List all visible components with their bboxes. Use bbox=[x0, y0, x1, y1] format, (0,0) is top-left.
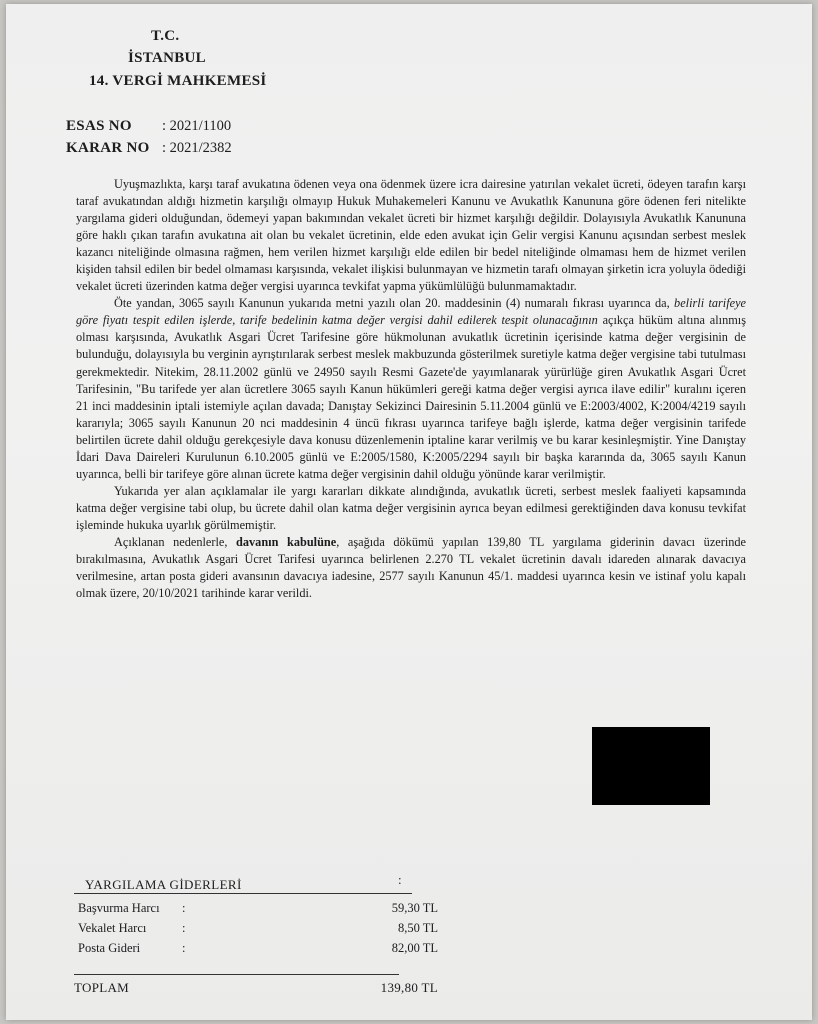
karar-label: KARAR NO bbox=[66, 140, 150, 156]
header-tc: T.C. bbox=[151, 28, 180, 44]
expense-row: Vekalet Harcı : 8,50 TL bbox=[78, 921, 438, 935]
verdict-bold: davanın kabulüne bbox=[236, 534, 337, 549]
expense-row: Başvurma Harcı : 59,30 TL bbox=[78, 901, 438, 915]
paragraph-4: Açıklanan nedenlerle, davanın kabulüne, aşağıda dökümü yapılan 139,80 TL yargılama giderinin davacı üzerinde bırakılmasına, Avukatlık Asgari Ücret Tarifesi uyarınca belirlenen 2.270 TL vekalet ücretinin davalı idareden alınarak davacıya verilmesine, artan posta gideri avansının davacıya iadesine, 2577 sayılı Kanunun 45/1. maddesi uyarınca kesin ve istinaf yolu kapalı olmak üzere, 20/10/2021 tarihinde karar verildi. bbox=[76, 534, 747, 601]
expenses-divider bbox=[74, 893, 412, 894]
redaction-box bbox=[592, 727, 710, 805]
total-divider bbox=[74, 974, 399, 975]
paragraph-2: Öte yandan, 3065 sayılı Kanunun yukarıda metni yazılı olan 20. maddesinin (4) numaralı fıkrası uyarınca da, belirli tarifeye göre fiyatı tespit edilen işlerde, tarife bedelinin katma değer vergisi dahil edilerek tespit olunacağının açıkça hüküm altına alınmış olması karşısında, Avukatlık Asgari Ücret Tarifesine göre hükmolunan avukatlık ücretinin içerisinde katma değer vergisinin de bulunduğu, dolayısıyla bu verginin ayrıştırılarak serbest meslek makbuzunda gösterilmek suretiyle katma değer vergisine tabi tutulması gerekmektedir. Nitekim, 28.11.2002 günlü ve 24950 sayılı Resmi Gazete'de yayımlanarak yürürlüğe giren Avukatlık Asgari Ücret Tarifesinin, "Bu tarifede yer alan ücretlere 3065 sayılı Kanun hükümleri gereği katma değer vergisi ayrıca ilave edilir" kuralını içeren 21 inci maddesinin iptali istemiyle açılan davada; Danıştay Sekizinci Dairesinin 5.11.2004 günlü ve E:2003/4002, K:2004/4219 sayılı kararıyla; 3065 sayılı Kanunun 20 nci maddesinin 4 üncü fıkrası uyarınca tarifeye bağlı işlerde, katma değer vergisinin tarifede belirtilen ücrete dahil olduğu gerekçesiyle dava konusu düzenlemenin iptaline karar verilmiş ve bu karar kesinleşmiştir. Yine Danıştay İdari Dava Daireleri Kurulunun 6.10.2005 günlü ve E:2005/1580, K:2005/2294 sayılı bir başka kararında da, 3065 sayılı Kanun uyarınca, belli bir tarifeye göre alınan ücrete katma değer vergisinin dahil olduğu yönünde karar verilmiştir. bbox=[76, 296, 746, 481]
paragraph-1: Uyuşmazlıkta, karşı taraf avukatına ödenen veya ona ödenmek üzere icra dairesine yatırılan vekalet ücreti, ödeyen tarafın karşı taraf avukatından aldığı hizmetin karşılığı olmayıp Hukuk Muhakemeleri Kanunu ve Avukatlık Kanununa göre ödenen feri nitelikte yargılama gideri olduğundan, ödemeyi yapan bakımından vekalet ücreti bir hizmet karşılığı değildir. Dolayısıyla Avukatlık Kanununa göre haklı çıkan tarafın avukatına ait olan bu vekalet ücretinin, elde eden avukat için Gelir vergisi Kanunu açısından serbest meslek kazancı niteliğinde olmasına rağmen, hem verilen hizmet karşılığı elde edilen bir bedel niteliğinde olmaması hem de hizmet verilen kişiden tahsil edilen bir bedel olmaması karşısında, vekalet ilişkisi bulunmayan ve hizmetin tarafı olmayan şirketin icra yoluyla ödediği vekalet ücreti üzerinden katma değer vergisi uyarınca tevkifat yapma yükümlülüğü bulunmamaktadır. bbox=[76, 177, 746, 294]
total-label: TOPLAM bbox=[74, 980, 130, 995]
expenses-title: YARGILAMA GİDERLERİ bbox=[85, 877, 242, 892]
header-city: İSTANBUL bbox=[128, 50, 206, 66]
expense-row: Posta Gideri : 82,00 TL bbox=[78, 941, 438, 955]
esas-value: : 2021/1100 bbox=[162, 118, 232, 134]
esas-label: ESAS NO bbox=[66, 118, 132, 134]
paragraph-3: Yukarıda yer alan açıklamalar ile yargı kararları dikkate alındığında, avukatlık ücreti, serbest meslek faaliyeti kapsamında katma değer vergisine tabi olup, bu ücrete dahil olan katma değer vergisinin ayrıca beyan edilmesi gerektiğinden dava konusu tevkifat işleminde hukuka uyarlık görülmemiştir. bbox=[76, 483, 746, 532]
total-row bbox=[74, 980, 438, 996]
esas-no bbox=[66, 118, 231, 135]
karar-no bbox=[66, 140, 232, 157]
decision-body bbox=[76, 176, 746, 602]
expenses-title-colon: : bbox=[398, 872, 402, 887]
header-court: 14. VERGİ MAHKEMESİ bbox=[89, 73, 267, 89]
karar-value: : 2021/2382 bbox=[162, 140, 232, 156]
total-amount: 139,80 TL bbox=[380, 980, 438, 995]
italic-quote: belirli tarifeye göre fiyatı tespit edilen işlerde, tarife bedelinin katma değer vergisi dahil edilerek tespit olunacağının bbox=[76, 296, 746, 328]
